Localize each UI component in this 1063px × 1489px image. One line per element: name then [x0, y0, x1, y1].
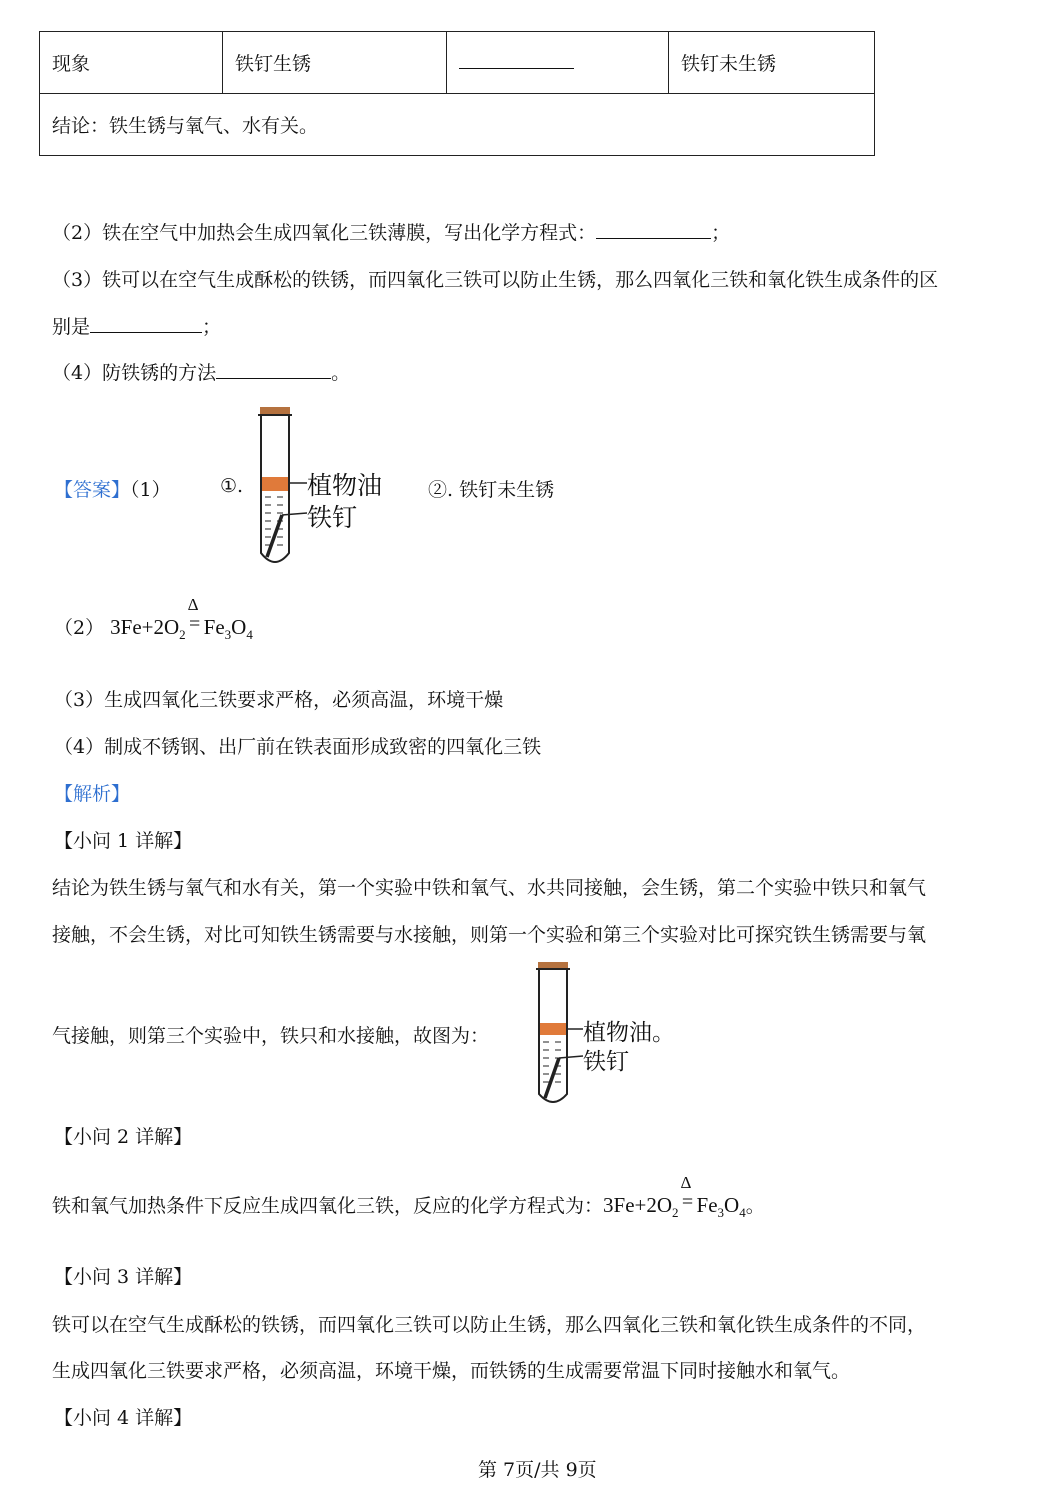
table-cell-blank [447, 32, 669, 94]
question-3-suffix: ； [202, 316, 222, 338]
tube2-label-nail: 铁钉 [583, 1049, 629, 1075]
tube2-label-oil: 植物油。 [583, 1020, 675, 1046]
cork [260, 407, 290, 415]
section-3-para-1: 铁可以在空气生成酥松的铁锈，而四氧化三铁可以防止生锈，那么四氧化三铁和氧化铁生成条件的不同， [52, 1314, 927, 1336]
question-4-suffix: 。 [331, 362, 351, 384]
answer-blank [90, 331, 202, 333]
question-4-text: （4）防铁锈的方法 [52, 362, 217, 384]
answer-1-label: （1） [130, 479, 171, 501]
nail [545, 1058, 559, 1098]
section-1-title: 【小问 1 详解】 [54, 830, 193, 852]
observation-table [39, 31, 875, 156]
answer-1-circle1: ①. [220, 475, 244, 497]
table-cell-no-rust: 铁钉未生锈 [669, 32, 875, 94]
question-4 [52, 358, 350, 385]
cork [538, 962, 568, 969]
section-2-body: 铁和氧气加热条件下反应生成四氧化三铁，反应的化学方程式为： [52, 1195, 604, 1217]
question-3-line1: （3）铁可以在空气生成酥松的铁锈，而四氧化三铁可以防止生锈，那么四氧化三铁和氧化铁生成条件的区 [52, 269, 939, 291]
table-cell-phenomenon: 现象 [40, 32, 223, 94]
oil-layer [540, 1023, 566, 1035]
answer-2-label: （2） [54, 617, 105, 639]
analysis-tag: 【解析】 [54, 783, 131, 805]
page-footer: 第 7页/共 9页 [478, 1459, 597, 1481]
answer-3: （3）生成四氧化三铁要求严格，必须高温，环境干燥 [54, 689, 504, 711]
section-3-para-2: 生成四氧化三铁要求严格，必须高温，环境干燥，而铁锈的生成需要常温下同时接触水和氧气。 [52, 1360, 851, 1382]
answer-1-circle2: ②. 铁钉未生锈 [428, 479, 555, 501]
answer-1-row [54, 475, 171, 502]
answer-tag: 【答案】 [54, 479, 131, 501]
answer-4: （4）制成不锈钢、出厂前在铁表面形成致密的四氧化三铁 [54, 736, 542, 758]
answer-blank [596, 237, 711, 239]
question-2 [52, 218, 730, 245]
answer-2-row [54, 595, 253, 643]
question-2-suffix: ； [711, 222, 731, 244]
oil-layer [262, 477, 288, 491]
section-1-para-3: 气接触，则第三个实验中，铁只和水接触，故图为： [52, 1025, 490, 1047]
section-2-title: 【小问 2 详解】 [54, 1126, 193, 1148]
chemical-equation: $3Fe+2O_2$ Δ = $Fe_3O_4$ [110, 595, 253, 642]
section-3-title: 【小问 3 详解】 [54, 1266, 193, 1288]
tube-label-oil: 植物油 [307, 471, 383, 500]
tube-label-nail: 铁钉 [307, 503, 358, 532]
section-2-text [52, 1173, 765, 1221]
question-3-text: 别是 [52, 316, 91, 338]
answer-blank [216, 377, 331, 379]
section-1-para-2: 接触，不会生锈，对比可知铁生锈需要与水接触，则第一个实验和第三个实验对比可探究铁生锈需要与氧 [52, 924, 927, 946]
answer-blank [459, 67, 574, 69]
question-2-text: （2）铁在空气中加热会生成四氧化三铁薄膜，写出化学方程式： [52, 222, 597, 244]
table-cell-rust: 铁钉生锈 [223, 32, 447, 94]
section-1-para-1: 结论为铁生锈与氧气和水有关，第一个实验中铁和氧气、水共同接触，会生锈，第二个实验中铁只和氧气 [52, 877, 927, 899]
section-2-end: 。 [745, 1195, 765, 1217]
chemical-equation-2: $3Fe+2O_2$ Δ = $Fe_3O_4$ [603, 1173, 746, 1220]
table-conclusion: 结论：铁生锈与氧气、水有关。 [40, 94, 875, 156]
question-3-line2 [52, 312, 221, 339]
section-4-title: 【小问 4 详解】 [54, 1407, 193, 1429]
